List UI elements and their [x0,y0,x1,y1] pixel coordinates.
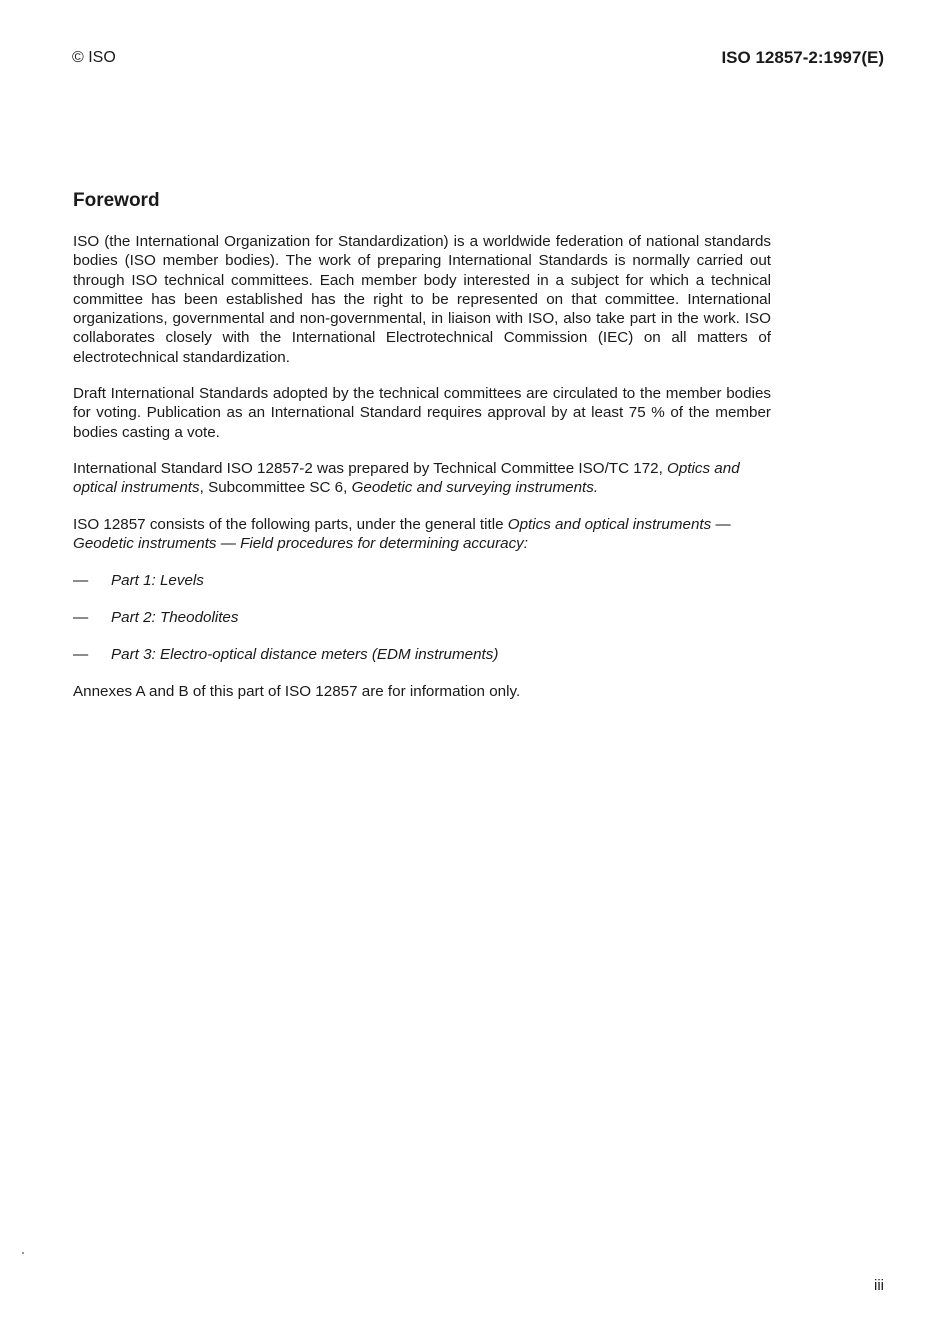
para4-text-1: ISO 12857 consists of the following parts, under the general title [73,516,508,533]
foreword-paragraph-1: ISO (the International Organization for Standardization) is a worldwide federation of national standards bodies (ISO member bodies). The work of preparing International Standards is normally carried out through ISO technical committees. Each member body interested in a subject for which a technical committee has been established has the right to be represented on that committee. International organizations, governmental and non-governmental, in liaison with ISO, also take part in the work. ISO collaborates closely with the International Electrotechnical Commission (IEC) on all matters of electrotechnical standardization. [73,233,771,366]
para4-italic-1: Optics and optical instruments — Geodetic instruments — Field procedures for determining accuracy: [73,516,731,553]
para3-italic-2: Geodetic and surveying instruments. [351,479,599,497]
document-id-header: ISO 12857-2:1997(E) [721,48,884,67]
copyright-header: © ISO [72,49,116,66]
list-item [73,645,771,664]
list-item-label: Part 2: Theodolites [111,609,239,626]
section-title: Foreword [73,190,160,211]
para3-text-1: International Standard ISO 12857-2 was prepared by Technical Committee ISO/TC 172, [73,460,668,477]
list-dash: — [73,646,89,663]
page-number: iii [874,1277,884,1294]
foreword-paragraph-2: Draft International Standards adopted by the technical committees are circulated to the member bodies for voting. Publication as an International Standard requires approval by at least 75 % of the member bodies casting a vote. [73,385,771,441]
para3-italic-1: Optics and optical instruments [73,460,740,497]
foreword-paragraph-3 [73,459,771,498]
para3-text-2: , Subcommittee SC 6, [199,479,352,497]
list-dash: — [73,572,89,589]
list-item [73,608,771,627]
list-item-label: Part 1: Levels [111,572,204,589]
scan-speck [22,1252,24,1254]
list-dash: — [73,609,89,626]
foreword-paragraph-4 [73,515,771,554]
foreword-paragraph-5: Annexes A and B of this part of ISO 12857 are for information only. [73,683,521,700]
list-item-label: Part 3: Electro-optical distance meters (EDM instruments) [111,646,499,663]
list-item [73,571,771,590]
